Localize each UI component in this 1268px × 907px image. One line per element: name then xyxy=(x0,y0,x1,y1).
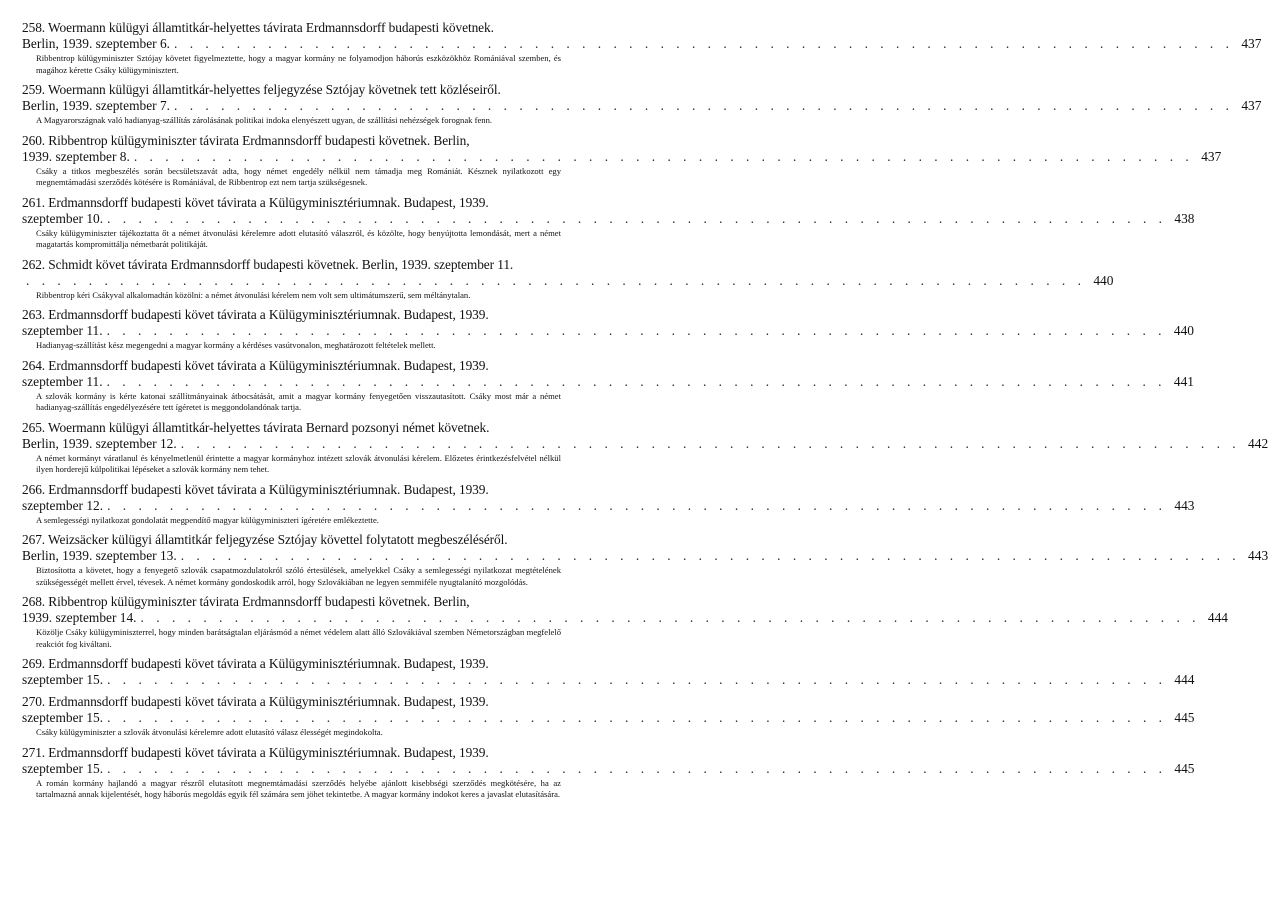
entry-heading: 267. Weizsäcker külügyi államtitkár feljegyzése Sztójay követtel folytatott megbeszéléséről. xyxy=(22,532,508,547)
entry-heading: 264. Erdmannsdorff budapesti követ távirata a Külügyminisztériumnak. Budapest, 1939. xyxy=(22,357,489,373)
entry-summary: Ribbentrop külügyminiszter Sztójay követet figyelmeztette, hogy a magyar kormány ne folyamodjon háborús eszközökhöz Romániával szemben, és magához kérette Csáky külügyminisztert. xyxy=(36,53,561,75)
entry-leader-line xyxy=(22,98,1262,114)
dot-leader: . . . . . . . . . . . . . . . . . . . . . . . . . . . . . . . . . . . . . . . . . . . . . . . . . . . . . . . . . . . . . . . . . . . . xyxy=(180,548,1241,563)
entry-leader-line xyxy=(22,435,1268,452)
dot-leader: . . . . . . . . . . . . . . . . . . . . . . . . . . . . . . . . . . . . . . . . . . . . . . . . . . . . . . . . . . . . . . . . . . . . xyxy=(107,760,1167,776)
entry-heading: 263. Erdmannsdorff budapesti követ távirata a Külügyminisztériumnak. Budapest, 1939. xyxy=(22,307,489,322)
entry-summary: A semlegességi nyilatkozat gondolatát megpendítő magyar külügyminiszteri ígéretére emlékeztette. xyxy=(36,514,379,525)
page-number: 440 xyxy=(1173,323,1194,338)
page-number: 445 xyxy=(1174,760,1195,776)
entry-leader-line xyxy=(22,610,1228,626)
entry-heading-end: szeptember 12. xyxy=(22,497,104,513)
page-number: 437 xyxy=(1241,36,1262,51)
page-number: 441 xyxy=(1173,373,1194,389)
entry-summary: Csáky külügyminiszter tájékoztatta őt a német átvonulási kérelemre adott elutasító válaszról, és közölte, hogy benyújtotta lemondását, mert a német magatartás kompromittálja németbarát politikáját. xyxy=(36,227,561,249)
entry-summary: Közölje Csáky külügyminiszterrel, hogy minden barátságtalan eljárásmód a német védelem alatt álló Szlovákiával szemben Németországban megfelelő reakciót fog kiváltani. xyxy=(36,627,561,649)
toc-entry-261 xyxy=(22,194,1195,251)
entry-heading-end: szeptember 11. xyxy=(22,373,103,389)
entry-summary: A német kormányt váratlanul és kényelmetlenül érintette a magyar kormányhoz intézett szlovák átvonulási kérelem. Előzetes érintkezésfelvétel nélkül ilyen horderejű külpolitikai lépéseket a szlovák kormány nem tehet. xyxy=(36,452,561,474)
toc-entry-266 xyxy=(22,481,1195,527)
entry-heading: 260. Ribbentrop külügyminiszter távirata Erdmannsdorff budapesti követnek. Berlin, xyxy=(22,132,470,148)
entry-summary: A szlovák kormány is kérte katonai szállítmányainak átbocsátását, amit a magyar kormány fenyegetően visszautasított. Csáky most már a német hadianyag-szállítás engedélyezésére tett ígéretet is meggondolandónak tartja. xyxy=(36,390,561,412)
dot-leader: . . . . . . . . . . . . . . . . . . . . . . . . . . . . . . . . . . . . . . . . . . . . . . . . . . . . . . . . . . . . . . . . . . . . xyxy=(133,148,1194,164)
entry-heading: 259. Woermann külügyi államtitkár-helyettes feljegyzése Sztójay követnek tett közléseiről. xyxy=(22,82,501,97)
entry-heading: 271. Erdmannsdorff budapesti követ távirata a Külügyminisztériumnak. Budapest, 1939. xyxy=(22,744,489,760)
entry-heading: 268. Ribbentrop külügyminiszter távirata Erdmannsdorff budapesti követnek. Berlin, xyxy=(22,594,470,609)
entry-heading-end: szeptember 10. xyxy=(22,210,104,226)
toc-entry-267 xyxy=(22,532,1268,588)
entry-leader-line xyxy=(22,672,1195,688)
toc-entry-262 xyxy=(22,256,1114,302)
entry-leader-line xyxy=(22,210,1195,227)
dot-leader: . . . . . . . . . . . . . . . . . . . . . . . . . . . . . . . . . . . . . . . . . . . . . . . . . . . . . . . . . . . . . . . . . . . . xyxy=(107,210,1167,226)
entry-summary: Ribbentrop kéri Csákyval alkalomadtán közölni: a német átvonulási kérelem nem volt sem ultimátumszerű, sem méltánytalan. xyxy=(36,289,471,300)
entry-heading: 265. Woermann külügyi államtitkár-helyettes távirata Bernard pozsonyi német követnek. xyxy=(22,419,490,435)
dot-leader: . . . . . . . . . . . . . . . . . . . . . . . . . . . . . . . . . . . . . . . . . . . . . . . . . . . . . . . . . . . . . . . . . . . . xyxy=(174,36,1234,51)
toc-entry-265 xyxy=(22,419,1268,476)
entry-summary: A román kormány hajlandó a magyar részről elutasított megnemtámadási szerződés helyébe ajánlott kisebbségi szerződés megkötésére, ha az tartalmazná annak kijelentését, hogy háborús megoldás egyik fél számára sem jöhet tekintetbe. A magyar kormány indokot keres a javaslat elutasítására. xyxy=(36,777,561,799)
entry-leader-line xyxy=(22,373,1194,390)
entry-heading-end: Berlin, 1939. szeptember 12. xyxy=(22,435,177,451)
entry-summary: Csáky külügyminiszter a szlovák átvonulási kérelemre adott elutasító válasz élességét megindokolta. xyxy=(36,727,383,737)
entry-summary: Hadianyag-szállítást kész megengedni a magyar kormány a kérdéses vasútvonalon, meghatározott feltételek mellett. xyxy=(36,340,436,350)
entry-heading: 269. Erdmannsdorff budapesti követ távirata a Külügyminisztériumnak. Budapest, 1939. xyxy=(22,656,489,671)
page-number: 443 xyxy=(1248,548,1268,563)
entry-leader-line xyxy=(22,497,1195,514)
entry-leader-line xyxy=(22,323,1194,339)
entry-leader-line xyxy=(22,272,1114,289)
page-number: 444 xyxy=(1174,672,1195,687)
page-number: 445 xyxy=(1174,710,1195,725)
entry-leader-line xyxy=(22,710,1195,726)
entry-heading: 258. Woermann külügyi államtitkár-helyettes távirata Erdmannsdorff budapesti követnek. xyxy=(22,20,494,35)
entry-heading-end: Berlin, 1939. szeptember 6. xyxy=(22,36,171,51)
toc-entry-260 xyxy=(22,132,1222,189)
toc-entry-259 xyxy=(22,82,1262,127)
entry-heading: 262. Schmidt követ távirata Erdmannsdorff budapesti követnek. Berlin, 1939. szeptember 11. xyxy=(22,256,514,272)
page-number: 437 xyxy=(1201,148,1222,164)
entry-leader-line xyxy=(22,36,1262,52)
dot-leader: . . . . . . . . . . . . . . . . . . . . . . . . . . . . . . . . . . . . . . . . . . . . . . . . . . . . . . . . . . . . . . . . . . . . xyxy=(107,497,1167,513)
dot-leader: . . . . . . . . . . . . . . . . . . . . . . . . . . . . . . . . . . . . . . . . . . . . . . . . . . . . . . . . . . . . . . . . . . . . xyxy=(26,272,1086,288)
toc-entry-264 xyxy=(22,357,1194,414)
entry-heading-end: szeptember 15. xyxy=(22,710,104,725)
dot-leader: . . . . . . . . . . . . . . . . . . . . . . . . . . . . . . . . . . . . . . . . . . . . . . . . . . . . . . . . . . . . . . . . . . . . xyxy=(174,98,1234,113)
entry-heading: 261. Erdmannsdorff budapesti követ távirata a Külügyminisztériumnak. Budapest, 1939. xyxy=(22,194,489,210)
dot-leader: . . . . . . . . . . . . . . . . . . . . . . . . . . . . . . . . . . . . . . . . . . . . . . . . . . . . . . . . . . . . . . . . . . . . xyxy=(107,672,1167,687)
entry-heading-end: szeptember 15. xyxy=(22,672,104,687)
entry-summary: A Magyarországnak való hadianyag-szállítás zárolásának politikai indoka elenyészett ugyan, de szállítási nehézségek forognak fenn. xyxy=(36,115,493,125)
page-number: 443 xyxy=(1174,497,1195,513)
dot-leader: . . . . . . . . . . . . . . . . . . . . . . . . . . . . . . . . . . . . . . . . . . . . . . . . . . . . . . . . . . . . . . . . . . . . xyxy=(140,610,1200,625)
page-number: 438 xyxy=(1174,210,1195,226)
dot-leader: . . . . . . . . . . . . . . . . . . . . . . . . . . . . . . . . . . . . . . . . . . . . . . . . . . . . . . . . . . . . . . . . . . . . xyxy=(180,435,1241,451)
page-number: 440 xyxy=(1093,272,1114,288)
entry-summary: Csáky a titkos megbeszélés során becsületszavát adta, hogy német engedély nélkül nem támadja meg Romániát. Késznek nyilatkozott egy megnemtámadási szerződés kötésére is Romániával, de Ribbentrop ezt nem tartja szükségesnek. xyxy=(36,165,561,187)
entry-heading-end: 1939. szeptember 14. xyxy=(22,610,137,625)
entry-summary: Biztosította a követet, hogy a fenyegető szlovák csapatmozdulatokról szóló értesülések, amelyekkel Csáky a semlegességi nyilatkozat megtételének szükségességét mellett érvel, tévesek. A német kormány gondoskodik arról, hogy Szlovákiában ne legyen semmiféle nyugtalanító mozgolódás. xyxy=(36,565,561,587)
entry-leader-line xyxy=(22,760,1195,777)
toc-entry-269 xyxy=(22,656,1195,688)
page-number: 437 xyxy=(1241,98,1262,113)
toc-entry-270 xyxy=(22,694,1195,739)
entry-heading-end: 1939. szeptember 8. xyxy=(22,148,130,164)
dot-leader: . . . . . . . . . . . . . . . . . . . . . . . . . . . . . . . . . . . . . . . . . . . . . . . . . . . . . . . . . . . . . . . . . . . . xyxy=(106,323,1166,338)
entry-leader-line xyxy=(22,148,1222,165)
entry-heading: 270. Erdmannsdorff budapesti követ távirata a Külügyminisztériumnak. Budapest, 1939. xyxy=(22,694,489,709)
page-number: 442 xyxy=(1248,435,1268,451)
entry-heading-end: Berlin, 1939. szeptember 7. xyxy=(22,98,171,113)
toc-entry-271 xyxy=(22,744,1195,801)
entry-heading-end: Berlin, 1939. szeptember 13. xyxy=(22,548,177,563)
toc-entry-258 xyxy=(22,20,1262,76)
toc-entry-263 xyxy=(22,307,1194,352)
entry-leader-line xyxy=(22,548,1268,564)
entry-heading: 266. Erdmannsdorff budapesti követ távirata a Külügyminisztériumnak. Budapest, 1939. xyxy=(22,481,489,497)
toc-entry-268 xyxy=(22,594,1228,650)
entry-heading-end: szeptember 15. xyxy=(22,760,104,776)
page-number: 444 xyxy=(1207,610,1228,625)
dot-leader: . . . . . . . . . . . . . . . . . . . . . . . . . . . . . . . . . . . . . . . . . . . . . . . . . . . . . . . . . . . . . . . . . . . . xyxy=(106,373,1166,389)
entry-heading-end: szeptember 11. xyxy=(22,323,103,338)
dot-leader: . . . . . . . . . . . . . . . . . . . . . . . . . . . . . . . . . . . . . . . . . . . . . . . . . . . . . . . . . . . . . . . . . . . . xyxy=(107,710,1167,725)
